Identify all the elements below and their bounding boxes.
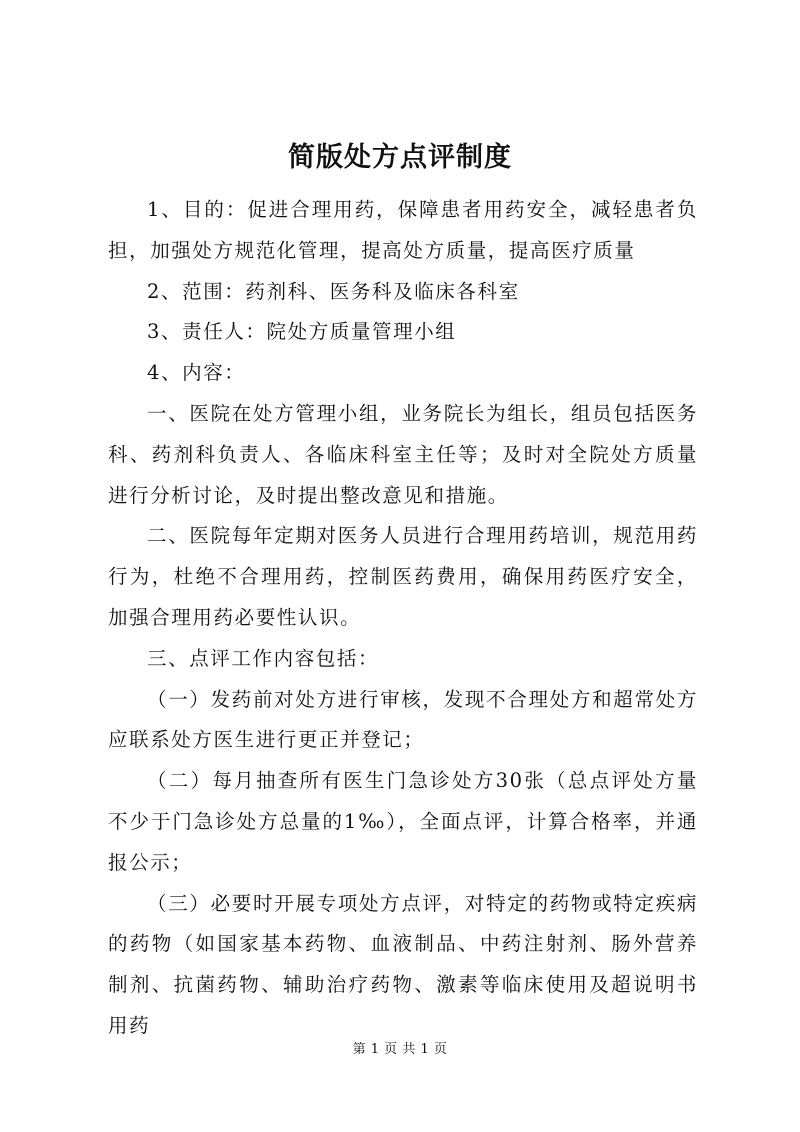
paragraph-section-one: 一、医院在处方管理小组，业务院长为组长，组员包括医务科、药剂科负责人、各临床科室主任等；及时对全院处方质量进行分析讨论，及时提出整改意见和措施。 <box>108 401 698 507</box>
paragraph-item-2: （二）每月抽查所有医生门急诊处方30张（总点评处方量不少于门急诊处方总量的1‰），全面点评，计算合格率，并通报公示； <box>108 769 698 874</box>
page-title: 简版处方点评制度 <box>288 142 512 173</box>
document-body <box>108 190 698 1047</box>
paragraph-scope: 2、范围：药剂科、医务科及临床各科室 <box>147 279 520 303</box>
paragraph-purpose: 1、目的：促进合理用药，保障患者用药安全，减轻患者负担，加强处方规范化管理，提高处方质量，提高医疗质量 <box>108 198 698 262</box>
paragraph-section-three: 三、点评工作内容包括： <box>147 646 380 670</box>
page-footer: 第 1 页 共 1 页 <box>352 1042 448 1057</box>
paragraph-responsible: 3、责任人：院处方质量管理小组 <box>147 320 457 344</box>
paragraph-content-heading: 4、内容： <box>147 361 246 385</box>
paragraph-item-3: （三）必要时开展专项处方点评，对特定的药物或特定疾病的药物（如国家基本药物、血液制品、中药注射剂、肠外营养制剂、抗菌药物、辅助治疗药物、激素等临床使用及超说明书用药 <box>108 891 698 1037</box>
paragraph-section-two: 二、医院每年定期对医务人员进行合理用药培训，规范用药行为，杜绝不合理用药，控制医药费用，确保用药医疗安全，加强合理用药必要性认识。 <box>108 524 698 629</box>
paragraph-item-1: （一）发药前对处方进行审核，发现不合理处方和超常处方应联系处方医生进行更正并登记； <box>108 687 698 752</box>
